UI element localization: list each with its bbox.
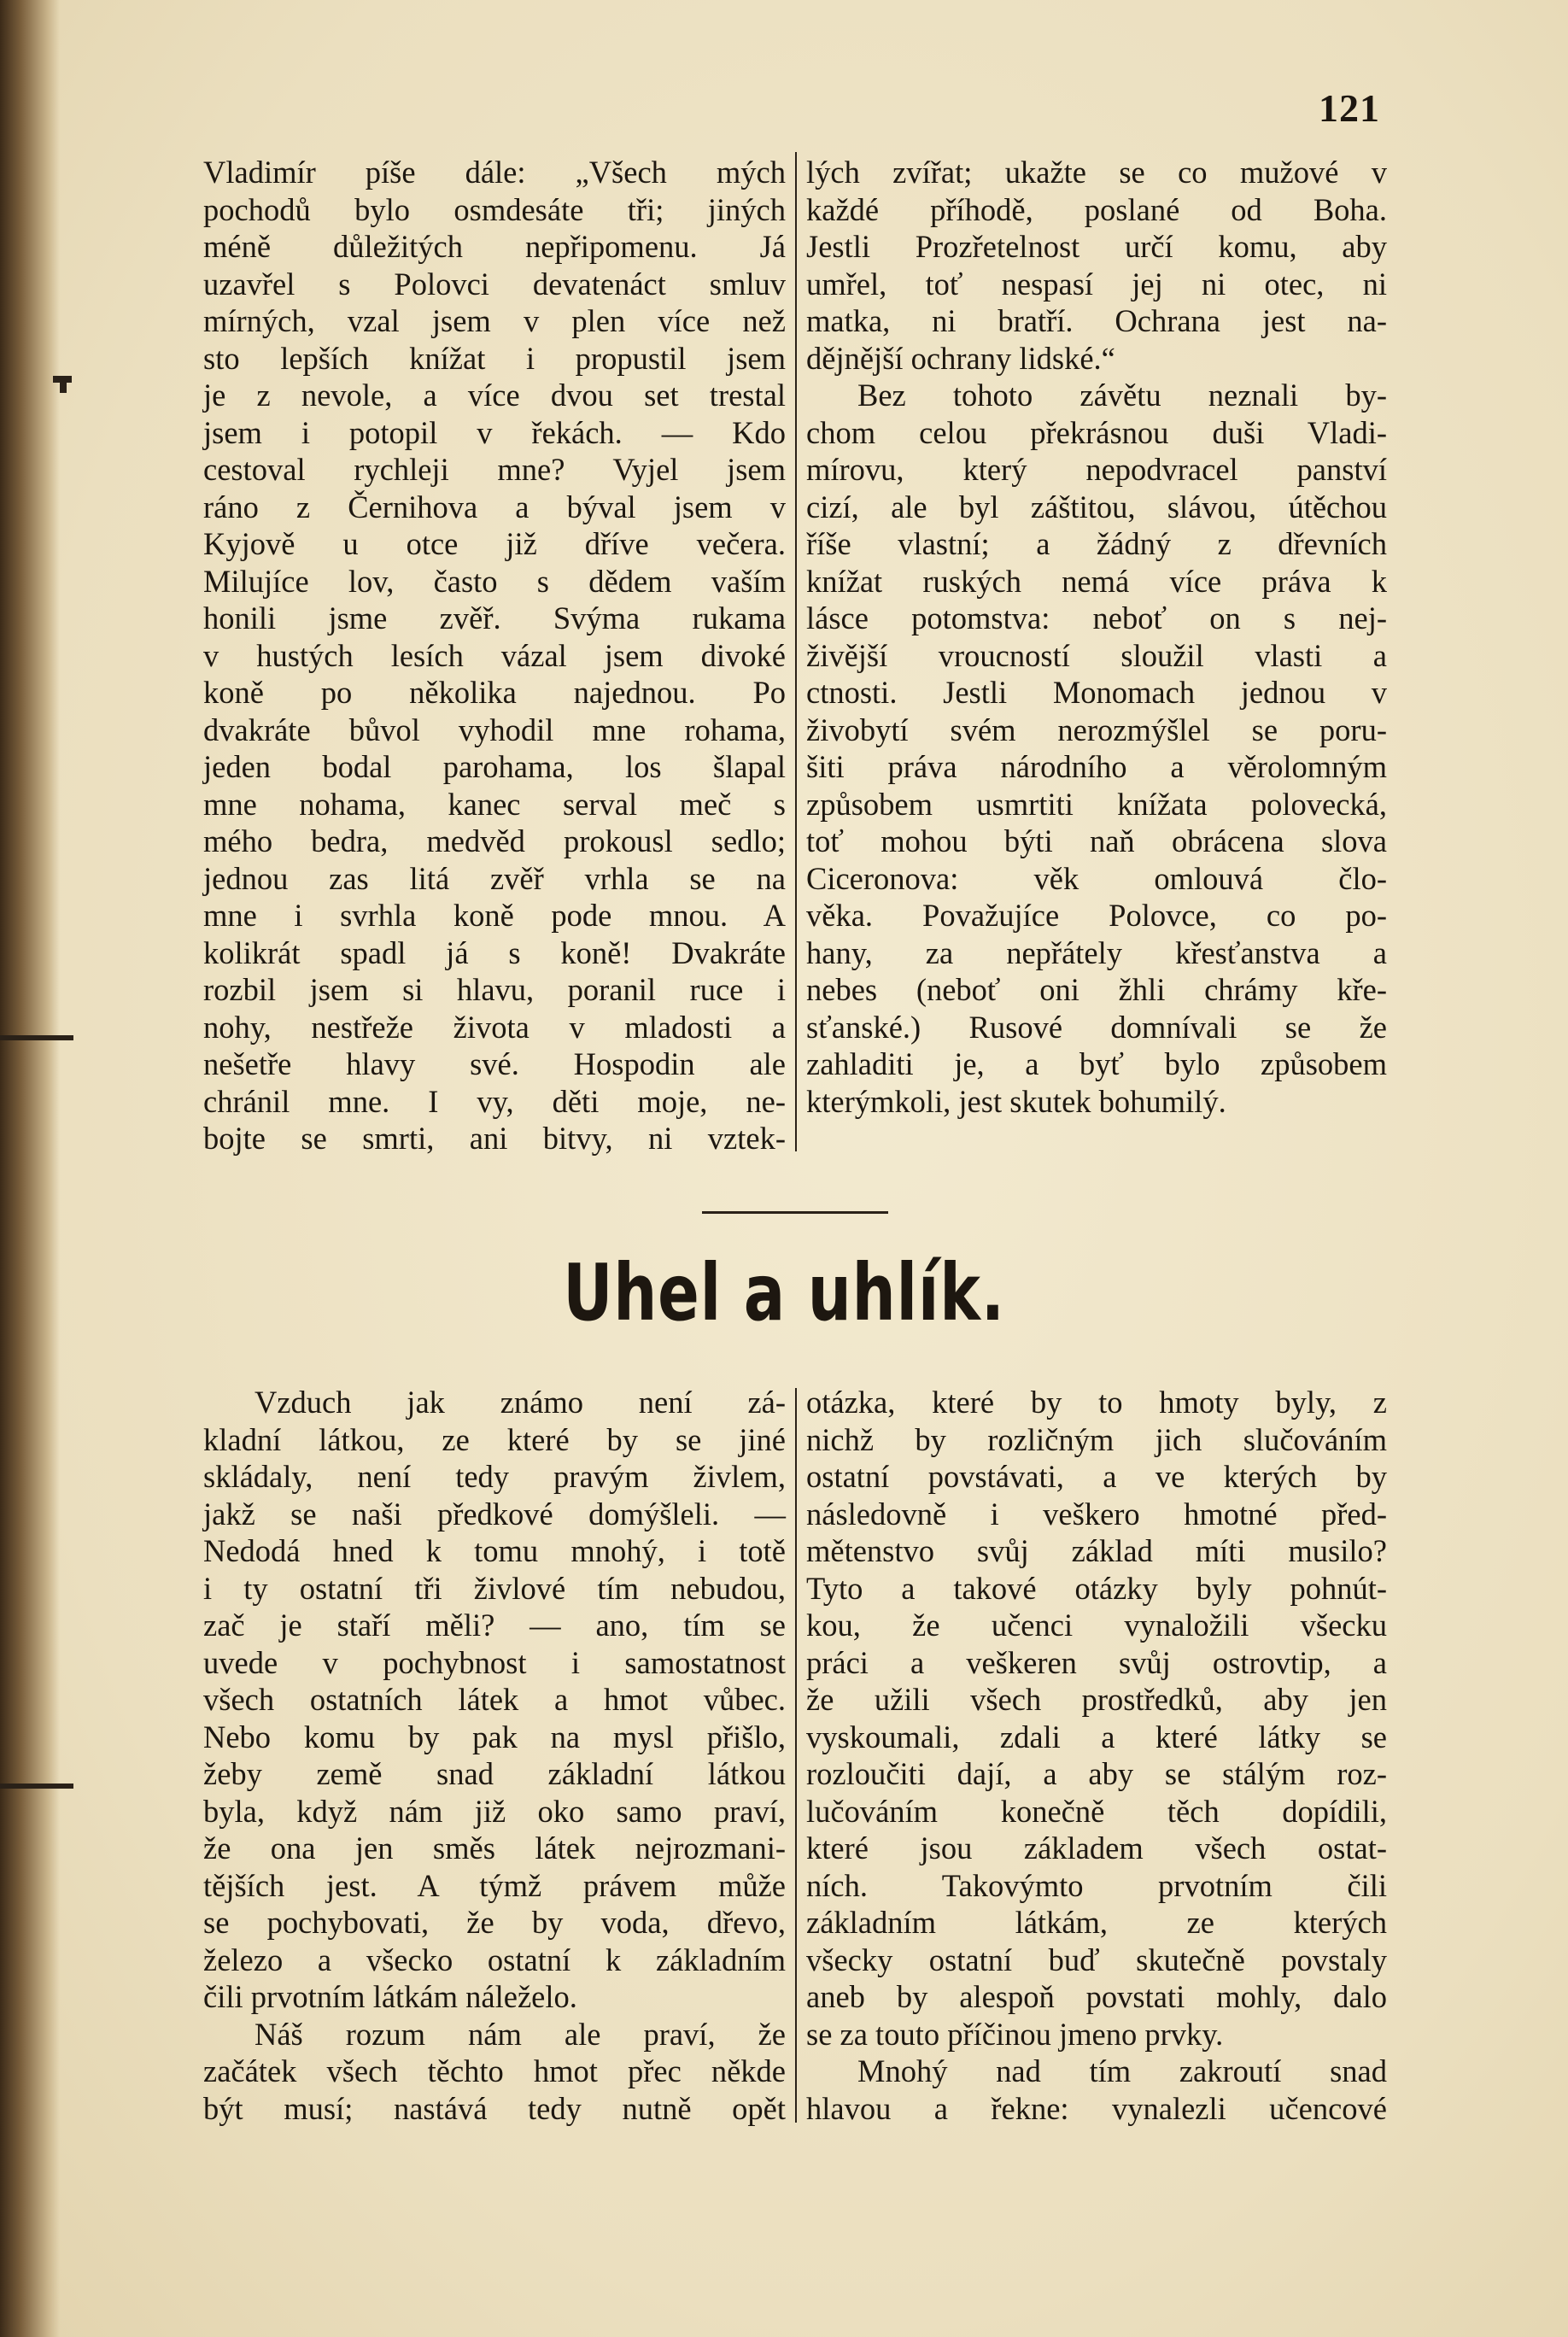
text-line: Kyjově u otce již dříve večera. [203,526,786,561]
text-line: toť mohou býti naň obrácena slova [806,823,1387,858]
article-title: Uhel a uhlík. [563,1247,1005,1338]
text-line: kladní látkou, ze které by se jiné [203,1421,786,1457]
text-line: aneb by alespoň povstati mohly, dalo [806,1979,1387,2014]
text-line: že užili všech prostředků, aby jen [806,1682,1387,1717]
text-line: dvakráte bůvol vyhodil mne rohama, [203,712,786,747]
text-line: nichž by rozličným jich slučováním [806,1421,1387,1457]
text-line: i ty ostatní tři živlové tím nebudou, [203,1570,786,1606]
text-line: železo a všecko ostatní k základním [203,1942,786,1977]
text-line: základním látkám, ze kterých [806,1905,1387,1940]
text-line: je z nevole, a více dvou set trestal [203,378,786,413]
margin-mark [0,1784,73,1789]
text-line: se za touto příčinou jmeno prvky. [806,2016,1224,2052]
column-divider [795,152,797,1151]
text-line: ostatní povstávati, a ve kterých by [806,1459,1387,1494]
text-line: mne i svrhla koně pode mnou. A [203,898,786,933]
text-line: Vladimír píše dále: „Všech mých [203,155,786,190]
text-line: živobytí svém nerozmýšlel se poru- [806,712,1387,747]
text-line: lých zvířat; ukažte se co mužové v [806,155,1387,190]
text-line: otázka, které by to hmoty byly, z [806,1385,1387,1420]
text-line: věka. Považujíce Polovce, co po- [806,898,1387,933]
top-left-column [203,154,786,1157]
text-line: méně důležitých nepřipomenu. Já [203,229,786,264]
text-line: mého bedra, medvěd prokousl sedlo; [203,823,786,858]
text-line: jsem i potopil v řekách. — Kdo [203,414,786,450]
text-line: způsobem usmrtiti knížata polovecká, [806,786,1387,822]
text-line: sťanské.) Rusové domnívali se že [806,1009,1387,1045]
text-line: byla, když nám již oko samo praví, [203,1793,786,1829]
text-line: koně po několika najednou. Po [203,675,786,710]
text-line: matka, ni bratří. Ochrana jest na- [806,303,1387,338]
text-line: mírovu, který nepodvracel panství [806,452,1387,487]
text-line: nešetře hlavy své. Hospodin ale [203,1046,786,1081]
text-line: Vzduch jak známo není zá- [255,1385,786,1420]
text-line: uvede v pochybnost i samostatnost [203,1644,786,1680]
text-line: kou, že učenci vynaložili všecku [806,1608,1387,1643]
text-line: Mnohý nad tím zakroutí snad [857,2053,1387,2088]
text-line: mírných, vzal jsem v plen více než [203,303,786,338]
text-line: živější vroucností sloužil vlasti a [806,637,1387,673]
text-line: práci a veškeren svůj ostrovtip, a [806,1644,1387,1680]
text-line: zač je staří měli? — ano, tím se [203,1608,786,1643]
text-line: skládaly, není tedy pravým živlem, [203,1459,786,1494]
text-line: čili prvotním látkám náleželo. [203,1979,577,2014]
text-line: ctnosti. Jestli Monomach jednou v [806,675,1387,710]
text-line: cizí, ale byl záštitou, slávou, útěchou [806,489,1387,524]
text-line: nohy, nestřeže života v mladosti a [203,1009,786,1045]
text-line: sto lepších knížat i propustil jsem [203,340,786,376]
text-line: kterýmkoli, jest skutek bohumilý. [806,1083,1226,1119]
text-line: všech ostatních látek a hmot vůbec. [203,1682,786,1717]
column-divider [795,1388,797,2123]
text-line: hany, za nepřátely křesťanstva a [806,934,1387,970]
text-line: rozloučiti dají, a aby se stálým roz- [806,1756,1387,1791]
text-line: jednou zas litá zvěř vrhla se na [203,860,786,896]
text-line: Milujíce lov, často s dědem vaším [203,563,786,599]
text-line: rozbil jsem si hlavu, poranil ruce i [203,972,786,1007]
text-line: Tyto a takové otázky byly pohnút- [806,1570,1387,1606]
text-line: knížat ruských nemá více práva k [806,563,1387,599]
text-line: ráno z Černihova a býval jsem v [203,489,786,524]
text-line: jeden bodal parohama, los šlapal [203,749,786,784]
text-line: chránil mne. I vy, děti moje, ne- [203,1083,786,1119]
bottom-left-column [203,1384,786,2127]
text-line: hlavou a řekne: vynalezli učencové [806,2090,1387,2126]
section-divider [702,1211,888,1214]
text-line: Ciceronova: věk omlouvá člo- [806,860,1387,896]
text-line: umřel, toť nespasí jej ni otec, ni [806,266,1387,302]
text-line: v hustých lesích vázal jsem divoké [203,637,786,673]
text-line: Nedodá hned k tomu mnohý, i totě [203,1533,786,1568]
text-line: bojte se smrti, ani bitvy, ni vztek- [203,1121,786,1156]
margin-mark [60,383,67,393]
text-line: Bez tohoto závětu neznali by- [857,378,1387,413]
text-line: že ona jen směs látek nejrozmani- [203,1830,786,1866]
text-line: uzavřel s Polovci devatenáct smluv [203,266,786,302]
text-line: kolikrát spadl já s koně! Dvakráte [203,934,786,970]
margin-mark [53,376,72,383]
text-line: mětenstvo svůj základ míti musilo? [806,1533,1387,1568]
text-line: Náš rozum nám ale praví, že [255,2016,786,2052]
text-line: pochodů bylo osmdesáte tři; jiných [203,191,786,227]
bottom-right-column [806,1384,1387,2127]
text-line: všecky ostatní buď skutečně povstaly [806,1942,1387,1977]
top-right-column [806,154,1387,1120]
text-line: Jestli Prozřetelnost určí komu, aby [806,229,1387,264]
text-line: mne nohama, kanec serval meč s [203,786,786,822]
text-line: začátek všech těchto hmot přec někde [203,2053,786,2088]
text-line: tějších jest. A týmž právem může [203,1867,786,1903]
text-line: lásce potomstva: neboť on s nej- [806,600,1387,636]
margin-mark [0,1035,73,1040]
text-line: nebes (neboť oni žhli chrámy kře- [806,972,1387,1007]
text-line: honili jsme zvěř. Svýma rukama [203,600,786,636]
text-line: se pochybovati, že by voda, dřevo, [203,1905,786,1940]
text-line: říše vlastní; a žádný z dřevních [806,526,1387,561]
text-line: následovně i veškero hmotné před- [806,1496,1387,1532]
text-line: žeby země snad základní látkou [203,1756,786,1791]
text-line: které jsou základem všech ostat- [806,1830,1387,1866]
text-line: cestoval rychleji mne? Vyjel jsem [203,452,786,487]
text-line: být musí; nastává tedy nutně opět [203,2090,786,2126]
text-line: ních. Takovýmto prvotním čili [806,1867,1387,1903]
binding-gutter [0,0,60,2337]
text-line: každé příhodě, poslané od Boha. [806,191,1387,227]
text-line: vyskoumali, zdali a které látky se [806,1719,1387,1754]
text-line: lučováním konečně těch dopídili, [806,1793,1387,1829]
text-line: šiti práva národního a věrolomným [806,749,1387,784]
text-line: chom celou překrásnou duši Vladi- [806,414,1387,450]
text-line: jakž se naši předkové domýšleli. — [203,1496,786,1532]
page-number: 121 [1319,86,1380,130]
text-line: zahladiti je, a byť bylo způsobem [806,1046,1387,1081]
text-line: dějnější ochrany lidské.“ [806,340,1115,376]
text-line: Nebo komu by pak na mysl přišlo, [203,1719,786,1754]
